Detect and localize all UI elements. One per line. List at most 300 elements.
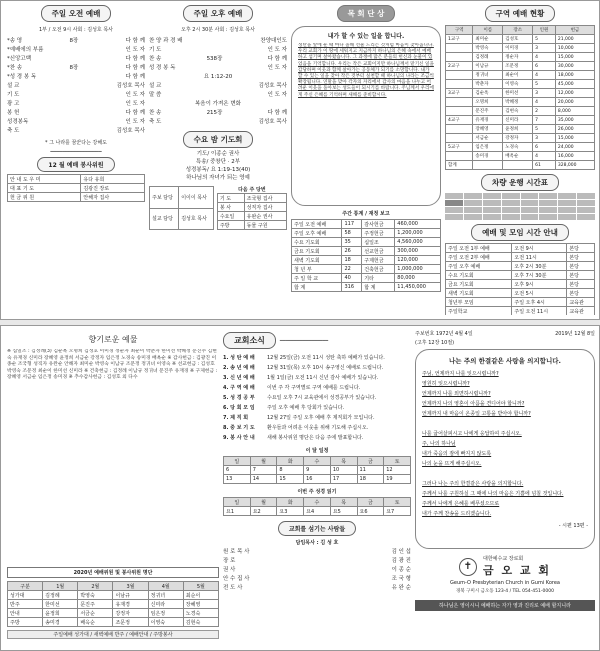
wednesday-line: 특송/ 중창단 · 2부 xyxy=(195,159,241,165)
meeting-cell: 청년부 모임 xyxy=(446,298,512,307)
cell-group-column xyxy=(445,5,595,315)
afternoon-order-row-cell: 기 도 xyxy=(149,47,162,53)
finance-row xyxy=(292,229,441,238)
cell-group-cell: 임은정 xyxy=(473,143,503,152)
morning-service-title: 주일 오전 예배 xyxy=(41,5,112,22)
cell-group-cell: 61 xyxy=(533,161,556,170)
next-week-row xyxy=(217,212,286,221)
morning-order-row xyxy=(7,64,145,73)
staff-row-cell: 이 종 순 xyxy=(391,567,411,573)
morning-order-row-cell: *성 경 봉 독 xyxy=(7,74,37,80)
poem-line: 언제까지 나를 외면하시렵니까? xyxy=(422,391,491,397)
meeting-cell: 주일 오전 2부 예배 xyxy=(446,253,512,262)
cell-group-cell xyxy=(446,107,473,116)
finance-cell: 주일 오후 예배 xyxy=(292,229,342,238)
poem-line: 주께서 나에게 은혜를 베푸셨으므로 xyxy=(422,501,500,507)
cell-group-cell: 박춘자 xyxy=(473,80,503,89)
cell-group-cell: 윤정희 xyxy=(503,125,533,134)
news-item xyxy=(223,353,411,363)
staff-row xyxy=(223,575,411,584)
morning-service-column xyxy=(7,5,145,315)
cell-group-cell: 노경숙 xyxy=(503,143,533,152)
wednesday-lines xyxy=(149,150,287,182)
news-text: 주일 오후 예배 후 당회가 있습니다. xyxy=(267,405,345,411)
finance-cell: 선교헌금 xyxy=(362,247,395,256)
staff-row-cell: 권 사 xyxy=(223,567,236,573)
next-week-cell: 조국형 집사 xyxy=(244,194,286,203)
footer-banner: 하나님은 영이시니 예배하는 자가 영과 진리로 예배 할지니라 xyxy=(415,600,595,611)
church-news-subtitle: ━━━━━━━━━━━━━━━━ xyxy=(279,337,329,344)
cell-group-header: 구역 xyxy=(446,26,473,35)
cell-group-cell: 장혜영 xyxy=(473,125,503,134)
meeting-cell: 본당 xyxy=(567,289,595,298)
cell-group-cell: 5 xyxy=(533,125,556,134)
afternoon-order-row-cell: 찬양대인도 xyxy=(260,38,287,44)
morning-note-2: ━━━━━━━━━━━━━━━━━ xyxy=(50,149,102,155)
next-week-row xyxy=(217,194,286,203)
morning-order-row-cell: 광 고 xyxy=(7,101,20,107)
morning-order-row xyxy=(7,127,145,136)
morning-order-row-cell: *송 영 xyxy=(7,38,23,44)
notice-cell: 주보 담당 xyxy=(150,187,179,209)
meeting-row xyxy=(446,253,595,262)
morning-order-row-cell: 기 도 xyxy=(7,92,20,98)
afternoon-order-row xyxy=(149,91,287,100)
poem-line: 주께서 나를 구원하실 그 때에 나의 마음은 기쁨에 넘칠 것입니다. xyxy=(422,491,564,497)
cell-group-cell: 6 xyxy=(533,143,556,152)
cell-group-row xyxy=(446,35,595,44)
finance-cell: 청 년 부 xyxy=(292,265,342,274)
cell-group-cell: 15,000 xyxy=(555,134,594,143)
afternoon-service-order xyxy=(149,37,287,127)
staff-row xyxy=(223,566,411,575)
cell-group-cell: 5 xyxy=(533,80,556,89)
staff-row-cell: 유 완 순 xyxy=(391,585,411,591)
cell-group-cell: 정순자 xyxy=(503,53,533,62)
cell-group-cell: 4교구 xyxy=(446,116,473,125)
cell-group-row xyxy=(446,98,595,107)
finance-cell: 주정헌금 xyxy=(362,229,395,238)
cell-group-cell: 박영숙 xyxy=(473,44,503,53)
staff-row-cell: 조 국 형 xyxy=(391,576,411,582)
serve-table xyxy=(7,174,145,202)
cell-group-cell: 이남규 xyxy=(473,62,503,71)
morning-service-leader: 1부 / 오전 9시 사회 : 김성호 목사 xyxy=(39,27,113,33)
cell-group-cell: 4 xyxy=(533,71,556,80)
cell-group-cell: 강정자 xyxy=(503,134,533,143)
cell-group-row xyxy=(446,134,595,143)
finance-cell: 18 xyxy=(342,256,362,265)
afternoon-order-row xyxy=(149,82,287,91)
cell-group-cell: 6 xyxy=(533,62,556,71)
news-item xyxy=(223,373,411,383)
staff-row-cell: 장 로 xyxy=(223,558,236,564)
finance-cell: 합 계 xyxy=(362,283,395,292)
cell-group-row xyxy=(446,71,595,80)
staff-row-cell: 김 인 섭 xyxy=(391,549,411,555)
serve-cell: 안해자 집사 xyxy=(81,193,145,202)
church-logo-icon: ✝ xyxy=(459,558,477,576)
morning-service-order xyxy=(7,37,145,136)
news-item xyxy=(223,363,411,373)
morning-order-row-cell: 성경봉독 xyxy=(7,119,29,125)
cell-group-header: 장소 xyxy=(503,26,533,35)
volunteer-footer: 주일예배 성가대 / 새벽예배 반주 / 예배안내 / 주방봉사 xyxy=(7,630,219,639)
morning-order-row xyxy=(7,73,145,82)
finance-cell: 460,000 xyxy=(395,220,441,229)
next-week-cell: 주방 xyxy=(217,221,244,230)
morning-order-row xyxy=(7,46,145,55)
cover-column xyxy=(415,330,595,646)
next-week-cell: 수요일 xyxy=(217,212,244,221)
afternoon-order-row xyxy=(149,100,287,109)
meeting-cell: 수요 기도회 xyxy=(446,271,512,280)
cell-group-cell: 4 xyxy=(533,152,556,161)
finance-cell: 4,560,000 xyxy=(395,238,441,247)
wednesday-line: 기도/ 이종순 권사 xyxy=(196,151,240,157)
news-text: 12월 31일(목) 오후 10시 송구영신 예배로 드립니다. xyxy=(267,365,384,371)
afternoon-order-row xyxy=(149,37,287,46)
cell-group-cell xyxy=(446,134,473,143)
cell-group-cell xyxy=(446,152,473,161)
news-text: 1월 1일(금) 오전 11시 신년 감사 예배가 있습니다. xyxy=(267,375,379,381)
serve-title: 12 월 예배 봉사위원 xyxy=(37,157,114,172)
poem-line: 영원히 잊으시렵니까? xyxy=(422,381,470,387)
cell-group-cell xyxy=(446,125,473,134)
wednesday-line: 성경봉독/ 요 1:19-13(40) xyxy=(185,167,251,173)
staff-row-cell: 전 도 사 xyxy=(223,585,243,591)
church-news-column xyxy=(223,330,411,646)
cell-group-cell: 이미경 xyxy=(503,44,533,53)
cell-group-cell: 21,000 xyxy=(555,35,594,44)
cell-group-cell: 3교구 xyxy=(446,89,473,98)
poem-box xyxy=(415,349,595,549)
morning-note: * 그 나라를 꿈꾼다는 강해도 xyxy=(45,140,107,146)
morning-order-row xyxy=(7,82,145,91)
finance-cell: 감사헌금 xyxy=(362,220,395,229)
verse-head: (고후 12장 10절) xyxy=(415,340,455,346)
cell-group-row xyxy=(446,152,595,161)
offerings-body: ※ 십일조 : 김정례(3) 김순옥 오명희 김성호 이미경 정순자 최순이 박춘자 한미선 박혜정 문진주 김현숙 유재경 신미라 장혜영 윤정희 서금순 강정자 임은정 노경숙 송미경 배옥순 ※ 감사헌금 : 김광진 이종순 조국형 성직자 유완순 안해자 최미순 박영숙 이남규 조문정 정귀녀 이영숙 ※ 선교헌금 : 김성호 박영숙 조문정 최순이 한미선 신미라 ※ 건축헌금 : 김정례 이남규 정귀녀 문진주 유재경 ※ 구제헌금 : 장혜영 서금순 임은정 송미경 ※ 추수감사헌금 : 김성호 외 다수 xyxy=(7,349,218,381)
cell-group-cell: 5교구 xyxy=(446,143,473,152)
finance-row xyxy=(292,256,441,265)
meeting-title: 예배 및 모임 시간 안내 xyxy=(471,224,569,241)
cell-group-cell: 5 xyxy=(533,35,556,44)
afternoon-order-row xyxy=(149,73,287,82)
cell-group-cell: 2 xyxy=(533,107,556,116)
cell-group-cell xyxy=(503,161,533,170)
serve-cell: 유다 유희 xyxy=(81,175,145,184)
news-text: 12월 25일(금) 오전 11시 성탄 축하 예배가 있습니다. xyxy=(267,355,385,361)
staff-list xyxy=(223,548,411,593)
news-label: 1. 성 탄 예 배 xyxy=(223,355,255,361)
morning-order-row-cell: 인 도 자 xyxy=(125,101,145,107)
church-en: Geum-O Presbyterian Church in Gumi Korea xyxy=(450,580,560,586)
staff-row-cell: 안 수 집 사 xyxy=(223,576,250,582)
church-name: 금 오 교 회 xyxy=(483,564,551,577)
morning-order-row-cell: 다 함 께 xyxy=(125,65,145,71)
poem-title: 나는 주의 한결같은 사랑을 의지합니다. xyxy=(449,357,561,365)
staff-title: 교회를 섬기는 사람들 xyxy=(278,521,356,536)
meeting-row xyxy=(446,244,595,253)
meeting-cell: 오전 9시 xyxy=(512,244,567,253)
cell-group-cell: 24,000 xyxy=(555,143,594,152)
meeting-cell: 주일 오전 1부 예배 xyxy=(446,244,512,253)
poem-line: 내가 주께 찬송을 드리겠습니다. xyxy=(422,511,492,517)
serve-cell: 대 표 기 도 xyxy=(8,184,81,193)
poem-line: 나를 굽어살피시고 나에게 응답하여 주십시오. xyxy=(422,431,522,437)
news-label: 4. 구 역 예 배 xyxy=(223,385,255,391)
finance-cell: 새벽 기도회 xyxy=(292,256,342,265)
poem-line: 주, 나의 하나님 xyxy=(422,441,456,447)
cell-group-row xyxy=(446,125,595,134)
finance-cell: 십일조 xyxy=(362,238,395,247)
pastor-message-title: 내가 할 수 있는 일을 합니다. xyxy=(327,33,405,40)
cell-group-cell: 328,000 xyxy=(555,161,594,170)
wednesday-title: 수요 밤 기도회 xyxy=(183,131,254,148)
cell-group-row xyxy=(446,80,595,89)
afternoon-order-row-cell: 말 씀 xyxy=(149,92,162,98)
pastor-message-box xyxy=(291,26,441,206)
notice-cell: 설교 담당 xyxy=(150,208,179,230)
cell-group-cell xyxy=(446,98,473,107)
afternoon-service-leader: 오후 2시 30분 사회 : 김성호 목사 xyxy=(181,27,255,33)
news-text: 12월 27일 주일 오후 예배 후 제직회가 모입니다. xyxy=(267,415,375,421)
afternoon-order-row-cell: 538장 xyxy=(206,56,223,62)
afternoon-order-row xyxy=(149,118,287,127)
cell-group-cell xyxy=(473,161,503,170)
news-label: 5. 성 경 공 부 xyxy=(223,395,255,401)
cell-group-cell: 최미순 xyxy=(473,35,503,44)
news-text: 환우들과 어려운 이웃을 위해 기도해 주십시오. xyxy=(267,425,369,431)
poem-line: 언제까지 내 마음이 온종일 고통을 받아야 합니까? xyxy=(422,411,531,417)
serve-row xyxy=(8,193,145,202)
meeting-cell: 주일 오후 예배 xyxy=(446,262,512,271)
morning-order-row-cell: 다 함 께 xyxy=(125,110,145,116)
staff-row xyxy=(223,548,411,557)
cell-group-cell: 2교구 xyxy=(446,62,473,71)
serve-cell: 김광진 장로 xyxy=(81,184,145,193)
staff-head: 담임목사 : 김 성 호 xyxy=(295,540,339,546)
cell-group-cell: 신미라 xyxy=(503,116,533,125)
morning-order-row-cell: 8장 xyxy=(69,65,79,71)
next-week-cell: 동물 구원 xyxy=(244,221,286,230)
cell-group-cell xyxy=(446,53,473,62)
meeting-cell: 본당 xyxy=(567,244,595,253)
meeting-row xyxy=(446,307,595,316)
church-sub: 대한예수교 장로회 xyxy=(483,556,524,562)
finance-table xyxy=(291,219,441,292)
news-label: 8. 중 보 기 도 xyxy=(223,425,255,431)
morning-order-row xyxy=(7,55,145,64)
morning-order-row-cell: 다 함 께 xyxy=(125,56,145,62)
cell-group-cell: 배옥순 xyxy=(503,152,533,161)
afternoon-order-row-cell: 다 함 께 xyxy=(267,56,287,62)
finance-cell: 300,000 xyxy=(395,247,441,256)
cell-group-cell: 정귀녀 xyxy=(473,71,503,80)
afternoon-order-row-cell: 김성호 목사 xyxy=(258,119,287,125)
offerings-title: 향기로운 예물 xyxy=(88,335,138,344)
afternoon-service-title: 주일 오후 예배 xyxy=(183,5,254,22)
finance-cell: 기타 xyxy=(362,274,395,283)
morning-order-row-cell: 다 함 께 xyxy=(125,74,145,80)
news-item xyxy=(223,403,411,413)
afternoon-order-row-cell: 복음이 가져온 변화 xyxy=(194,101,241,107)
cell-group-cell xyxy=(446,44,473,53)
morning-order-row-cell: 설 교 xyxy=(7,83,20,89)
afternoon-order-row-cell: 찬 양 과 경 배 xyxy=(149,38,183,44)
church-address: 경북 구미시 금오동 123-4 / TEL 054-451-0000 xyxy=(456,589,554,594)
meeting-cell: 본당 xyxy=(567,271,595,280)
staff-row xyxy=(223,584,411,593)
pastor-column-title: 목 회 단 상 xyxy=(337,5,396,22)
morning-order-row xyxy=(7,91,145,100)
staff-row xyxy=(223,557,411,566)
meeting-row xyxy=(446,289,595,298)
afternoon-order-row-cell: 인 도 자 xyxy=(267,65,287,71)
cell-group-cell: 김순옥 xyxy=(473,89,503,98)
meeting-row xyxy=(446,280,595,289)
cell-group-cell: 26,000 xyxy=(555,125,594,134)
finance-cell: 316 xyxy=(342,283,362,292)
morning-order-row-cell: *예배에의 부름 xyxy=(7,47,44,53)
pastor-column xyxy=(291,5,441,315)
next-week-title: 다음 주 당번 xyxy=(238,187,266,193)
cell-group-cell: 15,000 xyxy=(555,53,594,62)
morning-order-row-cell: 축 도 xyxy=(7,128,20,134)
afternoon-order-row-cell: 215장 xyxy=(206,110,223,116)
meeting-cell: 교육관 xyxy=(567,298,595,307)
news-label: 2. 송 년 예 배 xyxy=(223,365,255,371)
meeting-row xyxy=(446,298,595,307)
staff-row-cell: 김 광 진 xyxy=(391,558,411,564)
finance-cell: 11,450,000 xyxy=(395,283,441,292)
afternoon-order-row-cell: 설 교 xyxy=(149,83,162,89)
cell-group-cell: 30,000 xyxy=(555,62,594,71)
finance-row xyxy=(292,220,441,229)
cell-group-cell: 10,000 xyxy=(555,44,594,53)
cell-group-cell: 8,000 xyxy=(555,107,594,116)
cell-group-cell: 20,000 xyxy=(555,98,594,107)
meeting-cell: 오전 11시 xyxy=(512,253,567,262)
finance-cell: 22 xyxy=(342,265,362,274)
meeting-cell: 주일 오후 4시 xyxy=(512,298,567,307)
next-week-cell: 성직자 집사 xyxy=(244,203,286,212)
poem-line: 주님, 언제까지 나를 잊으시렵니까? xyxy=(422,371,499,377)
finance-row xyxy=(292,274,441,283)
afternoon-order-row xyxy=(149,55,287,64)
meeting-cell: 교육관 xyxy=(567,307,595,316)
cell-group-table xyxy=(445,25,595,170)
offerings-column xyxy=(7,330,219,646)
afternoon-order-row-cell: 인 도 자 xyxy=(267,92,287,98)
next-week-row xyxy=(217,203,286,212)
morning-order-row-cell: *찬 송 xyxy=(7,65,23,71)
meeting-cell: 오후 9시 xyxy=(512,280,567,289)
poem-lines xyxy=(422,369,588,519)
finance-cell: 80,000 xyxy=(395,274,441,283)
cell-group-cell xyxy=(446,80,473,89)
news-item xyxy=(223,413,411,423)
morning-order-row-cell: 다 함 께 xyxy=(125,38,145,44)
serve-row xyxy=(8,184,145,193)
cell-group-cell: 7 xyxy=(533,116,556,125)
cell-group-cell: 조문정 xyxy=(503,62,533,71)
meeting-cell: 오후 2시 30분 xyxy=(512,262,567,271)
notice-row xyxy=(150,187,214,209)
news-item xyxy=(223,393,411,403)
poem-ref: - 시편 13편 - xyxy=(558,523,588,529)
afternoon-order-row-cell: 찬 송 xyxy=(149,56,162,62)
next-week-cell: 봉 사 xyxy=(217,203,244,212)
afternoon-order-row-cell: 다 함 께 xyxy=(267,110,287,116)
morning-order-row-cell: 봉 헌 xyxy=(7,110,20,116)
notice-cell: 이이이 목사 xyxy=(179,187,214,209)
cell-group-row xyxy=(446,116,595,125)
cell-group-cell: 유재경 xyxy=(473,116,503,125)
cell-group-cell: 최순이 xyxy=(503,71,533,80)
staff-row-cell: 원 로 목 사 xyxy=(223,549,250,555)
poem-line: 내가 죽음의 잠에 빠지지 않도록 xyxy=(422,451,492,457)
wednesday-line: 하나님의 자녀가 되는 영예 xyxy=(186,175,250,181)
afternoon-order-row xyxy=(149,46,287,55)
next-week-cell: 유완순 권사 xyxy=(244,212,286,221)
cell-group-cell: 오명희 xyxy=(473,98,503,107)
cell-group-cell: 35,000 xyxy=(555,116,594,125)
finance-cell: 58 xyxy=(342,229,362,238)
morning-order-row-cell: 인 도 자 xyxy=(125,92,145,98)
notice-table xyxy=(149,186,214,230)
morning-order-row xyxy=(7,37,145,46)
cell-group-cell: 이영숙 xyxy=(503,80,533,89)
afternoon-order-row-cell: 축 도 xyxy=(149,119,162,125)
news-label: 7. 제 직 회 xyxy=(223,415,249,421)
morning-order-row-cell: 인 도 자 xyxy=(125,47,145,53)
news-label: 6. 당 회 모 임 xyxy=(223,405,255,411)
cell-group-cell: 김정례 xyxy=(473,53,503,62)
morning-order-row-cell: 8장 xyxy=(69,38,79,44)
meeting-cell: 주일학교 xyxy=(446,307,512,316)
finance-cell: 구제헌금 xyxy=(362,256,395,265)
notice-row xyxy=(150,208,214,230)
news-label: 3. 신 년 예 배 xyxy=(223,375,255,381)
cell-group-cell: 16,000 xyxy=(555,152,594,161)
meeting-table xyxy=(445,243,595,315)
calendar-table: 일 월 화 수 목 금 토 6 7 8 9 10 11 12 13 14 15 16 17 18 19 xyxy=(223,456,411,484)
serve-row xyxy=(8,175,145,184)
next-week-table xyxy=(217,193,287,230)
afternoon-order-row-cell: 요 1:12-20 xyxy=(203,74,233,80)
cell-group-row xyxy=(446,53,595,62)
afternoon-order-row-cell: 인 도 자 xyxy=(267,47,287,53)
meeting-cell: 본당 xyxy=(567,262,595,271)
poem-line: 그러나 나는 주의 한결같은 사랑을 의지합니다. xyxy=(422,481,524,487)
poem-line xyxy=(422,419,588,429)
next-week-row xyxy=(217,221,286,230)
cell-group-cell: 합계 xyxy=(446,161,473,170)
morning-order-row xyxy=(7,100,145,109)
afternoon-order-row-cell: 성 경 봉 독 xyxy=(149,65,176,71)
news-text: 수요일 오후 7시 교육관에서 성경공부가 있습니다. xyxy=(267,395,377,401)
finance-cell: 금요 기도회 xyxy=(292,247,342,256)
news-text: 새해 봉사위원 명단은 다음 주에 발표합니다. xyxy=(267,435,364,441)
cell-group-cell xyxy=(446,71,473,80)
cell-group-cell: 3 xyxy=(533,44,556,53)
bible-table: 일 월 화 수 목 금 토 요1 요2 요3 요4 요5 요6 요7 xyxy=(223,497,411,516)
pastor-message-body: 성탄을 앞에 둔 때 마다 올해 선물 드리는 것처럼 마음이 찾아옵니다. 우리 교회가 이 땅에 세워지고 지금까지 하나님의 은혜 속에서 예배하고 섬기며 살아왔습니다. 그 과정에 많은 분들의 헌신과 눈물이 있었음을 기억합니다. 우리는 작은 교회이지만 하나님께서 맡기신 일을 감당하며 이웃과 함께 살아가는 공동체가 되기를 소망합니다. 내가 할 수 있는 일을 찾아 작은 것부터 실천할 때 하나님의 나라는 조금씩 확장됩니다. 연말을 맞아 각자의 자리에서 감사의 마음을 나누고 어려운 이웃을 돌아보는 성도들이 되시기를 바랍니다. 주님께서 우리에게 주신 은혜를 기억하며 새해를 준비합시다. xyxy=(298,43,434,98)
finance-cell: 주일 오전 예배 xyxy=(292,220,342,229)
poem-line: 언제까지 나의 영혼이 아픔을 견디어야 합니까? xyxy=(422,401,525,407)
